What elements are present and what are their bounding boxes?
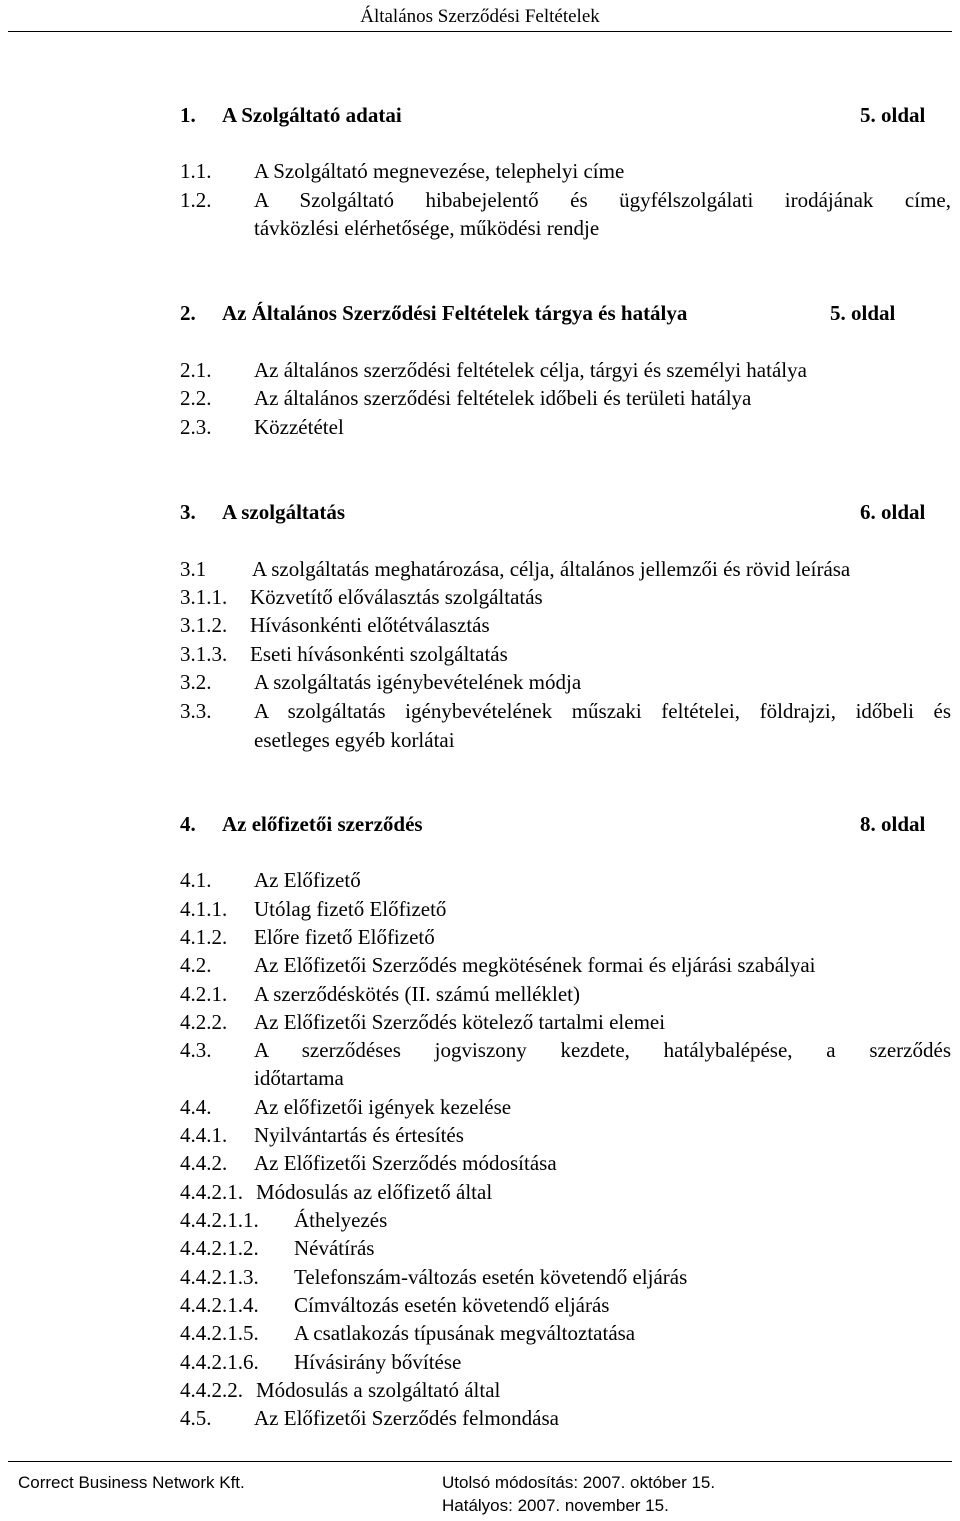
section-title: A szolgáltatás	[222, 500, 346, 524]
header-title: Általános Szerződési Feltételek	[360, 6, 600, 27]
section-number: 1.	[180, 103, 196, 127]
item-text: A csatlakozás típusának megváltoztatása	[294, 1321, 636, 1345]
item-number: 4.1.2.	[180, 925, 228, 949]
item-number: 3.3.	[180, 699, 212, 723]
item-text: Nyilvántartás és értesítés	[254, 1123, 464, 1147]
section-page: 5. oldal	[860, 103, 926, 127]
item-text: Módosulás a szolgáltató által	[256, 1378, 501, 1402]
item-number: 1.2.	[180, 188, 212, 212]
section-page: 6. oldal	[860, 500, 926, 524]
item-text-continued: esetleges egyéb korlátai	[254, 728, 455, 752]
item-number: 4.3.	[180, 1038, 212, 1062]
item-text: A szerződéskötés (II. számú melléklet)	[254, 982, 580, 1006]
item-number: 4.4.1.	[180, 1123, 228, 1147]
item-text: Hívásonkénti előtétválasztás	[250, 613, 490, 637]
item-number: 3.1.1.	[180, 585, 228, 609]
footer-divider	[8, 1461, 952, 1462]
item-number: 4.1.	[180, 868, 212, 892]
item-text: A Szolgáltató megnevezése, telephelyi címe	[254, 159, 625, 183]
item-number: 4.2.	[180, 953, 212, 977]
item-number: 4.4.2.1.6.	[180, 1350, 259, 1374]
item-text: Névátírás	[294, 1236, 375, 1260]
item-number: 4.4.2.	[180, 1151, 228, 1175]
item-number: 3.1	[180, 557, 207, 581]
item-text: Az általános szerződési feltételek időbeli és területi hatálya	[254, 386, 752, 410]
item-number: 4.4.2.2.	[180, 1378, 243, 1402]
item-text: Közvetítő előválasztás szolgáltatás	[250, 585, 543, 609]
item-number: 4.4.2.1.2.	[180, 1236, 259, 1260]
item-number: 2.1.	[180, 358, 212, 382]
item-text: Hívásirány bővítése	[294, 1350, 462, 1374]
item-text-continued: időtartama	[254, 1066, 344, 1090]
section-title: Az Általános Szerződési Feltételek tárgya és hatálya	[222, 301, 688, 325]
item-number: 4.4.2.1.5.	[180, 1321, 259, 1345]
item-number: 4.2.2.	[180, 1010, 228, 1034]
item-text: Az Előfizetői Szerződés kötelező tartalmi elemei	[254, 1010, 666, 1034]
header-divider	[8, 31, 952, 32]
item-text: Utólag fizető Előfizető	[254, 897, 447, 921]
item-text: A szerződéses jogviszony kezdete, hatálybalépése, a szerződés	[254, 1038, 951, 1062]
item-number: 4.4.2.1.3.	[180, 1265, 259, 1289]
section-page: 5. oldal	[830, 301, 896, 325]
item-text: Közzététel	[254, 415, 344, 439]
item-text: Az Előfizető	[254, 868, 361, 892]
item-text: A Szolgáltató hibabejelentő és ügyfélszolgálati irodájának címe,	[254, 188, 951, 212]
item-text: Az előfizetői igények kezelése	[254, 1095, 512, 1119]
item-number: 3.1.3.	[180, 642, 228, 666]
item-text: Az általános szerződési feltételek célja, tárgyi és személyi hatálya	[254, 358, 807, 382]
item-text: Módosulás az előfizető által	[256, 1180, 493, 1204]
item-text: Előre fizető Előfizető	[254, 925, 435, 949]
section-number: 2.	[180, 301, 196, 325]
section-title: Az előfizetői szerződés	[222, 812, 423, 836]
item-number: 1.1.	[180, 159, 212, 183]
page-header	[0, 0, 960, 32]
item-text: Az Előfizetői Szerződés megkötésének formai és eljárási szabályai	[254, 953, 816, 977]
section-page: 8. oldal	[860, 812, 926, 836]
item-text: A szolgáltatás igénybevételének műszaki feltételei, földrajzi, időbeli és	[254, 699, 951, 723]
section-number: 4.	[180, 812, 196, 836]
item-text: Címváltozás esetén követendő eljárás	[294, 1293, 610, 1317]
item-number: 4.1.1.	[180, 897, 228, 921]
item-number: 4.4.2.1.4.	[180, 1293, 259, 1317]
item-number: 3.1.2.	[180, 613, 228, 637]
item-number: 4.4.2.1.	[180, 1180, 243, 1204]
item-number: 4.4.	[180, 1095, 212, 1119]
item-text-continued: távközlési elérhetősége, működési rendje	[254, 216, 600, 240]
item-number: 4.2.1.	[180, 982, 228, 1006]
item-number: 3.2.	[180, 670, 212, 694]
item-text: Az Előfizetői Szerződés felmondása	[254, 1406, 559, 1430]
item-text: A szolgáltatás meghatározása, célja, általános jellemzői és rövid leírása	[252, 557, 851, 581]
item-text: A szolgáltatás igénybevételének módja	[254, 670, 582, 694]
footer-company: Correct Business Network Kft.	[18, 1473, 245, 1492]
item-number: 4.4.2.1.1.	[180, 1208, 259, 1232]
item-number: 2.2.	[180, 386, 212, 410]
section-title: A Szolgáltató adatai	[222, 103, 402, 127]
footer-effective: Hatályos: 2007. november 15.	[442, 1496, 669, 1515]
item-number: 2.3.	[180, 415, 212, 439]
section-number: 3.	[180, 500, 196, 524]
item-text: Eseti hívásonkénti szolgáltatás	[250, 642, 508, 666]
footer-modified: Utolsó módosítás: 2007. október 15.	[442, 1473, 716, 1492]
item-number: 4.5.	[180, 1406, 212, 1430]
item-text: Az Előfizetői Szerződés módosítása	[254, 1151, 557, 1175]
item-text: Áthelyezés	[294, 1208, 388, 1232]
item-text: Telefonszám-változás esetén követendő eljárás	[294, 1265, 688, 1289]
